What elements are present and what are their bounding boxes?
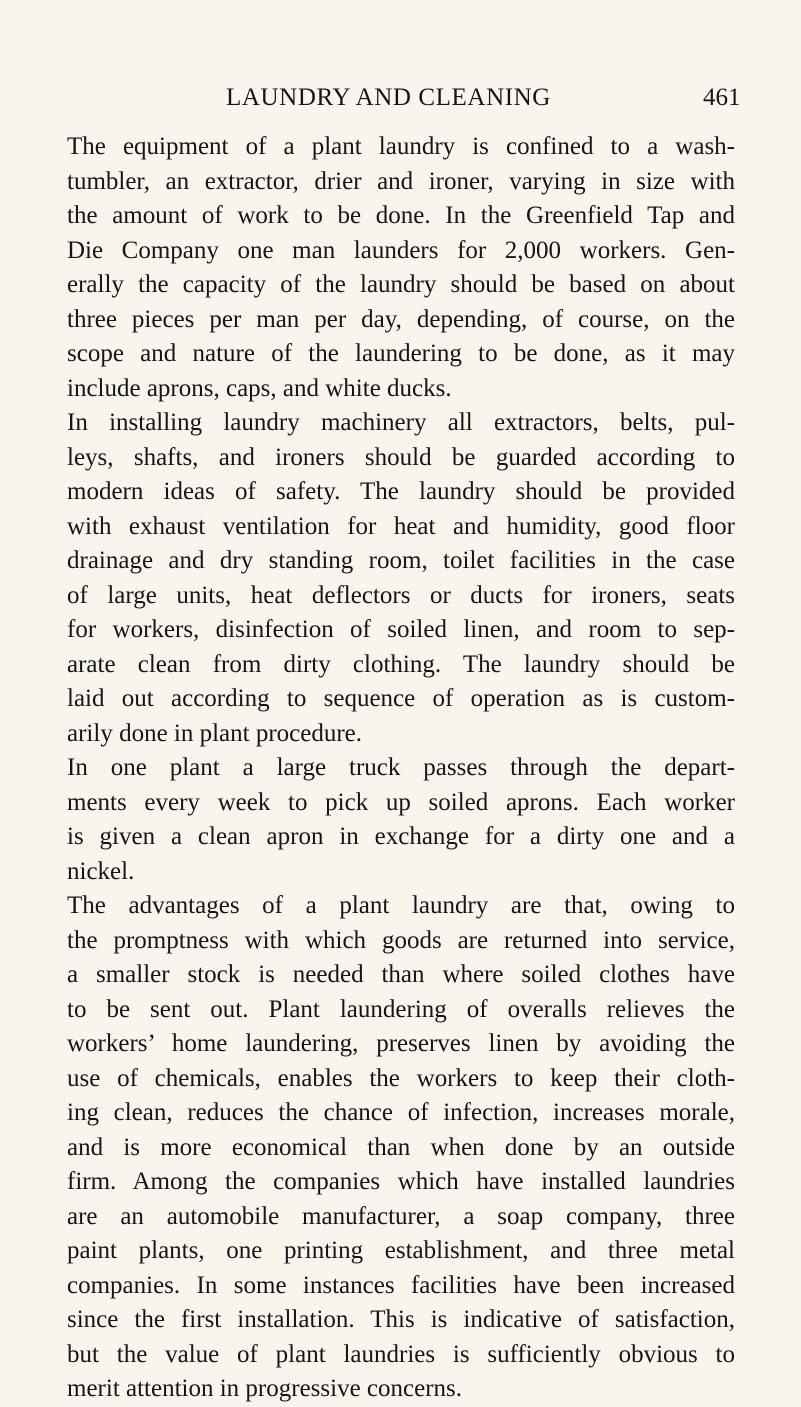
text-line: In installing laundry machinery all extractors, belts, pul-	[67, 409, 735, 436]
text-line: merit attention in progressive concerns.	[67, 1375, 463, 1402]
text-line: are an automobile manufacturer, a soap company, three	[67, 1202, 735, 1230]
text-line: arate clean from dirty clothing. The laundry should be	[67, 650, 735, 678]
text-line: firm. Among the companies which have installed laundries	[67, 1168, 735, 1195]
text-line: three pieces per man per day, depending, of course, on the	[67, 305, 735, 333]
text-line: for workers, disinfection of soiled linen, and room to sep-	[67, 616, 735, 643]
text-line: and is more economical than when done by an outside	[67, 1133, 735, 1161]
text-line: workers’ home laundering, preserves linen by avoiding the	[67, 1030, 735, 1057]
text-line: of large units, heat deflectors or ducts for ironers, seats	[67, 581, 735, 609]
text-line: drainage and dry standing room, toilet facilities in the case	[67, 547, 735, 574]
text-line: ing clean, reduces the chance of infection, increases morale,	[67, 1099, 735, 1126]
text-line: the promptness with which goods are returned into service,	[67, 926, 735, 954]
paragraph	[67, 889, 735, 1407]
text-line: erally the capacity of the laundry should be based on about	[67, 271, 735, 298]
text-line: but the value of plant laundries is sufficiently obvious to	[67, 1340, 735, 1368]
text-line: to be sent out. Plant laundering of overalls relieves the	[67, 995, 735, 1023]
text-line: a smaller stock is needed than where soiled clothes have	[67, 961, 735, 988]
text-line: In one plant a large truck passes through the depart-	[67, 754, 735, 781]
text-line: nickel.	[67, 857, 135, 885]
text-line: laid out according to sequence of operation as is custom-	[67, 685, 735, 712]
text-line: The equipment of a plant laundry is confined to a wash-	[67, 133, 735, 160]
text-line: ments every week to pick up soiled aprons. Each worker	[67, 788, 735, 816]
text-line: leys, shafts, and ironers should be guarded according to	[67, 443, 735, 471]
text-line: The advantages of a plant laundry are that, owing to	[67, 892, 735, 919]
text-line: include aprons, caps, and white ducks.	[67, 374, 452, 402]
paragraph	[67, 130, 735, 406]
text-line: arily done in plant procedure.	[67, 719, 363, 747]
text-line: tumbler, an extractor, drier and ironer, varying in size with	[67, 167, 735, 195]
text-line: the amount of work to be done. In the Greenfield Tap and	[67, 202, 735, 229]
text-line: since the first installation. This is indicative of satisfaction,	[67, 1306, 735, 1333]
text-line: use of chemicals, enables the workers to keep their cloth-	[67, 1064, 735, 1092]
page-number: 461	[703, 84, 741, 111]
text-line: is given a clean apron in exchange for a dirty one and a	[67, 823, 735, 850]
text-line: companies. In some instances facilities have been increased	[67, 1271, 735, 1299]
text-line: scope and nature of the laundering to be done, as it may	[67, 340, 735, 367]
text-line: Die Company one man launders for 2,000 workers. Gen-	[67, 236, 735, 264]
body-text	[67, 130, 735, 1407]
text-line: modern ideas of safety. The laundry should be provided	[67, 478, 735, 505]
paragraph	[67, 751, 735, 889]
paragraph	[67, 406, 735, 751]
running-head: LAUNDRY AND CLEANING	[226, 84, 551, 111]
text-line: paint plants, one printing establishment, and three metal	[67, 1237, 735, 1264]
text-line: with exhaust ventilation for heat and humidity, good floor	[67, 512, 735, 540]
